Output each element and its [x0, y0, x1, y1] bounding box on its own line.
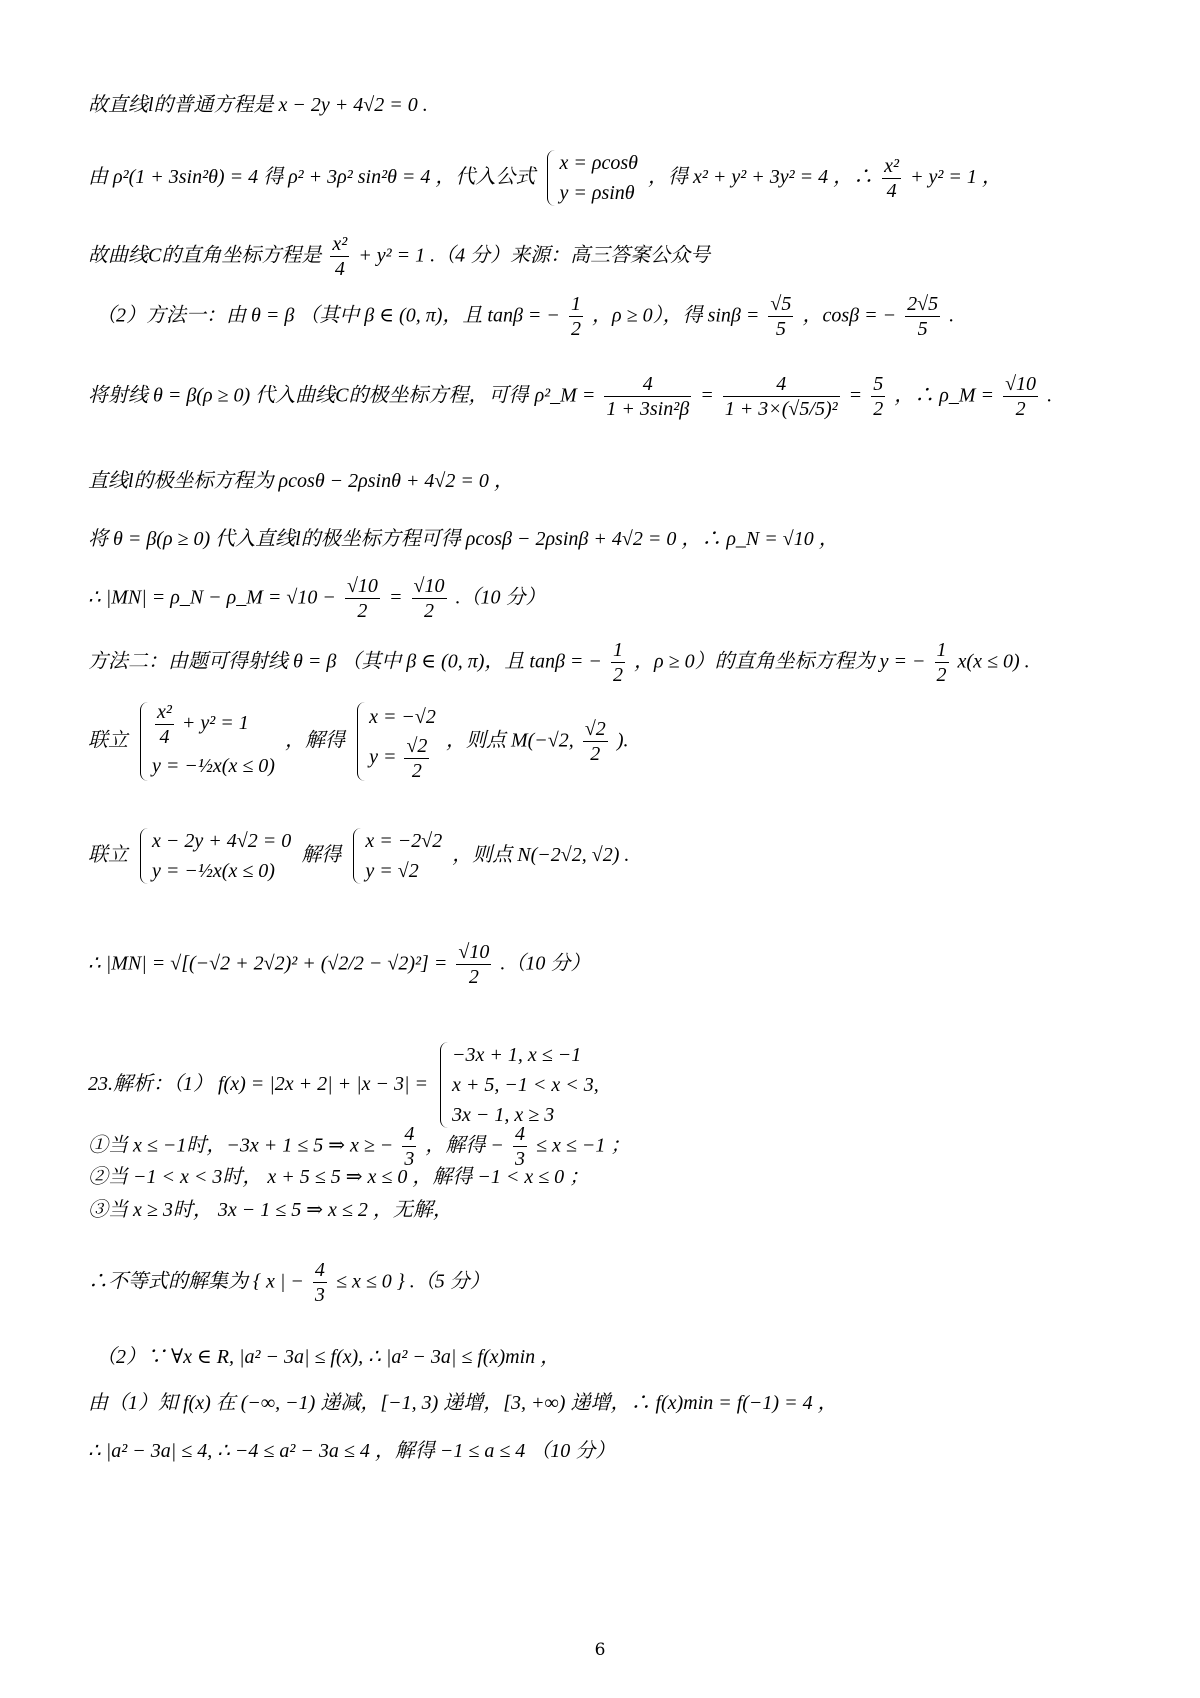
text: 将射线 θ = β(ρ ≥ 0) 代入曲线C的极坐标方程，可得 [88, 384, 529, 407]
den: 2 [1015, 398, 1026, 420]
text: 由 ρ²(1 + 3sin²θ) = 4 得 ρ² + 3ρ² sin²θ = 4 ，代入公式 [88, 166, 536, 188]
sys-row: x = ρcosθ [559, 152, 638, 174]
den: 2 [936, 664, 947, 686]
num: 4 [404, 1123, 415, 1145]
num: 1 [936, 639, 947, 661]
line-polar-line [88, 468, 514, 494]
den: 1 + 3×(√5/5)² [724, 398, 838, 420]
num: √10 [1005, 373, 1037, 395]
den: 2 [468, 966, 479, 988]
page-number: 6 [594, 1640, 606, 1660]
line-q23-piecewise [88, 1040, 603, 1130]
text: 由（1）知 f(x) 在 (−∞, −1) 递减，[−1, 3) 递增，[3, +∞) 递增，∴ f(x)min = f(−1) = 4 ， [88, 1392, 838, 1414]
den: 4 [159, 726, 170, 748]
system-line-ray [138, 826, 291, 886]
num: 4 [514, 1123, 525, 1145]
text: ∴ |MN| = ρ_N − ρ_M = √10 − [88, 586, 336, 609]
text: ρ²_M = [534, 384, 596, 407]
line-monotonic [88, 1390, 838, 1416]
line-rho-n [88, 526, 839, 552]
sys-row: x − 2y + 4√2 = 0 [152, 830, 292, 852]
text: ，得 x² + y² + 3y² = 4 ，∴ [647, 166, 874, 188]
line-solve-n [88, 826, 629, 886]
fraction [611, 638, 625, 687]
line-curve-eq [88, 232, 710, 281]
text: ，ρ ≥ 0），得 sinβ = [592, 304, 760, 327]
fraction [569, 292, 583, 341]
sys-row: y = −½x(x ≤ 0) [152, 755, 275, 777]
num: x² [332, 233, 348, 255]
fraction [1003, 372, 1038, 421]
line-solve-m [88, 700, 629, 783]
text: ，则点 N(−2√2, √2) . [452, 844, 630, 866]
text: ①当 x ≤ −1时，−3x + 1 ≤ 5 ⇒ x ≥ − [88, 1134, 394, 1157]
line-plane-eq [88, 92, 428, 118]
text: ，∴ ρ_M = [894, 384, 995, 407]
sys-row: y = √2 [365, 860, 419, 882]
system-solution-n [351, 826, 442, 886]
line-case-3 [88, 1197, 453, 1223]
text: + y² = 1 .（4 分）来源：高三答案公众号 [358, 244, 711, 267]
den: 2 [612, 664, 623, 686]
line-case-2 [88, 1164, 589, 1190]
text: 方法二：由题可得射线 θ = β （其中 β ∈ (0, π)，且 tanβ = − [88, 650, 602, 673]
text: 联立 [88, 729, 128, 752]
system-solution-m [355, 700, 436, 783]
den: 4 [334, 258, 345, 280]
fraction [905, 292, 940, 341]
num: √2 [406, 735, 428, 757]
text: x(x ≤ 0) . [957, 650, 1030, 673]
fraction [604, 372, 691, 421]
num: x² [884, 154, 900, 177]
sys-row: x + 5, −1 < x < 3, [452, 1074, 599, 1096]
fraction [882, 154, 901, 203]
text: ∴不等式的解集为 { x | − [88, 1270, 304, 1293]
line-mn-result-2 [88, 940, 590, 989]
text: ，ρ ≥ 0）的直角坐标方程为 y = − [634, 650, 926, 673]
den: 3 [514, 1148, 525, 1170]
text: （2）方法一：由 θ = β （其中 β ∈ (0, π)，且 tanβ = − [96, 304, 560, 327]
line-final-answer [88, 1438, 615, 1464]
text: . [949, 304, 955, 327]
num: √2 [584, 718, 606, 740]
text: ≤ x ≤ −1 ； [536, 1134, 631, 1157]
system-ellipse-ray [138, 700, 275, 783]
text: = [388, 586, 403, 609]
num: 1 [612, 639, 623, 661]
den: 4 [886, 179, 897, 202]
den: 2 [590, 743, 601, 765]
fraction [345, 574, 380, 623]
text: .（10 分） [500, 952, 591, 975]
text: ，解得 − [425, 1134, 504, 1157]
text: ∴ |MN| = √[(−√2 + 2√2)² + (√2/2 − √2)²] = [88, 952, 448, 975]
fraction [155, 700, 174, 749]
text: ，cosβ = − [802, 304, 897, 327]
num: x² [157, 701, 172, 723]
line-part-2 [96, 1344, 560, 1370]
line-polar-to-cartesian [88, 148, 1002, 208]
sys-row: y = ρsinθ [559, 182, 635, 204]
den: 2 [570, 318, 581, 340]
fraction [412, 574, 447, 623]
text: ∴ |a² − 3a| ≤ 4, ∴ −4 ≤ a² − 3a ≤ 4 ，解得 −1 ≤ a ≤ 4 （10 分） [88, 1440, 616, 1462]
num: 5 [873, 373, 884, 395]
num: 2√5 [907, 293, 939, 315]
fraction [404, 734, 429, 783]
fraction [456, 940, 491, 989]
text: ③当 x ≥ 3时， 3x − 1 ≤ 5 ⇒ x ≤ 2 ，无解， [88, 1199, 453, 1221]
fraction [723, 372, 840, 421]
sys-row: x = −2√2 [365, 830, 443, 852]
line-solution-set [88, 1258, 490, 1307]
text: ≤ x ≤ 0 } .（5 分） [335, 1270, 490, 1293]
fraction [768, 292, 793, 341]
line-mn-result-1 [88, 574, 546, 623]
text: ②当 −1 < x < 3时， x + 5 ≤ 5 ⇒ x ≤ 0 ，解得 −1 < x ≤ 0 ； [88, 1166, 590, 1188]
den: 2 [873, 398, 884, 420]
line-rho-m: 将射线 θ = β(ρ ≥ 0) 代入曲线C的极坐标方程，可得 ρ²_M = $\frac{4}{\text{1 + 3sin²β}}$ = $\frac{4}{\text{1 + 3×(√5/5)²}}$ = $\frac{5}{2}$ ，∴ ρ_M = $\frac{√10}{2}$ . [88, 373, 1053, 420]
text: 将 θ = β(ρ ≥ 0) 代入直线l的极坐标方程可得 ρcosβ − 2ρsinβ + 4√2 = 0 ，∴ ρ_N = √10 ， [88, 528, 839, 550]
text: .（10 分） [455, 586, 546, 609]
text: ). [616, 729, 629, 752]
num: 4 [723, 372, 840, 397]
fraction [935, 638, 949, 687]
den: 1 + 3sin²β [606, 398, 690, 420]
sys-row: y = −½x(x ≤ 0) [152, 860, 275, 882]
line-method-one [96, 292, 954, 341]
fraction [871, 372, 885, 421]
den: 2 [411, 760, 422, 782]
system-substitution [545, 148, 637, 208]
num: 4 [604, 372, 691, 397]
num: 1 [570, 293, 581, 315]
fraction [583, 717, 608, 766]
num: √5 [770, 293, 792, 315]
text: 联立 [88, 844, 128, 866]
den: 2 [424, 600, 434, 622]
line-method-two [88, 638, 1030, 687]
fraction [330, 232, 349, 281]
num: √10 [346, 575, 378, 597]
num: 4 [314, 1259, 325, 1281]
den: 5 [775, 318, 786, 340]
den: 3 [404, 1148, 415, 1170]
text: 故曲线C的直角坐标方程是 [88, 244, 322, 267]
num: √10 [413, 575, 445, 597]
piecewise-function [438, 1040, 599, 1130]
text: 解得 [301, 844, 342, 866]
text: 故直线l的普通方程是 x − 2y + 4√2 = 0 . [88, 94, 428, 116]
sys-row: x = −√2 [369, 706, 436, 728]
sys-row: 3x − 1, x ≥ 3 [452, 1104, 555, 1126]
num: √10 [458, 941, 490, 963]
sys-row: −3x + 1, x ≤ −1 [452, 1044, 582, 1066]
sys-row: $\frac{\text{x²}}{4}$ + y² = 1 [157, 701, 249, 748]
den: 2 [357, 600, 368, 622]
text: ，则点 M(−√2, [445, 729, 574, 752]
text: （2）∵ ∀x ∈ R, |a² − 3a| ≤ f(x), ∴ |a² − 3a| ≤ f(x)min ， [96, 1346, 561, 1368]
text: ，解得 [285, 729, 346, 752]
text: 23.解析：（1） f(x) = |2x + 2| + |x − 3| = [88, 1073, 428, 1095]
den: 5 [917, 318, 928, 340]
fraction [313, 1258, 327, 1307]
den: 3 [314, 1284, 325, 1306]
text: 直线l的极坐标方程为 ρcosθ − 2ρsinθ + 4√2 = 0 ， [88, 470, 514, 492]
text: + y² = 1 ， [910, 166, 1002, 188]
sys-row: y = $\frac{√2}{2}$ [369, 735, 428, 782]
